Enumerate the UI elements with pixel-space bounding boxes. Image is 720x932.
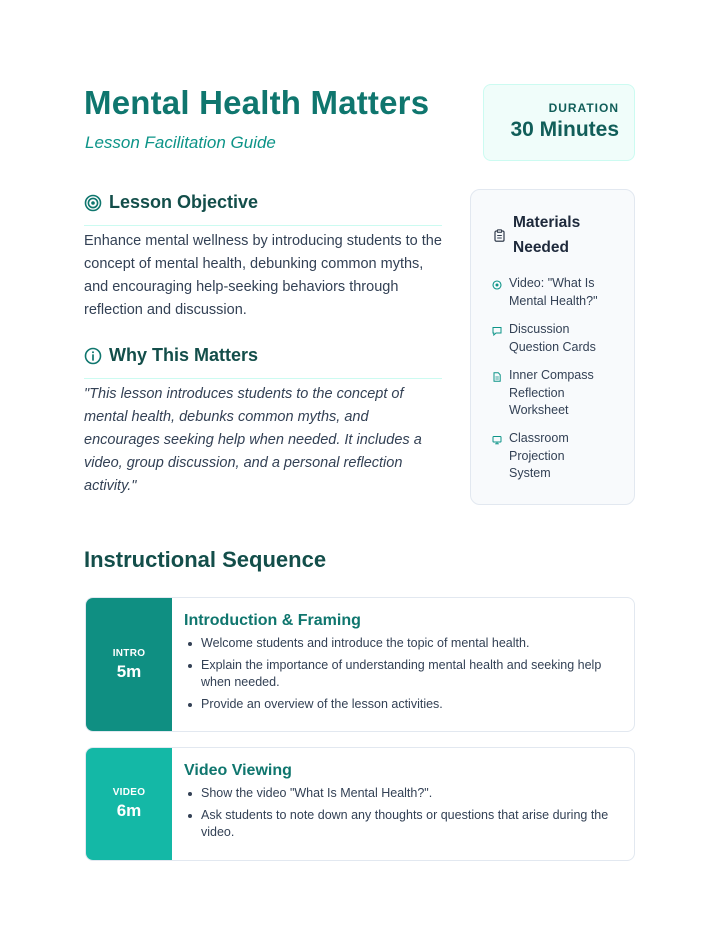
step-tag: INTRO bbox=[112, 647, 146, 659]
step-time-block bbox=[86, 748, 172, 860]
step-card-intro bbox=[85, 597, 635, 732]
info-icon bbox=[84, 347, 102, 365]
material-item-label: Classroom Projection System bbox=[509, 431, 569, 480]
duration-value: 30 Minutes bbox=[510, 118, 619, 141]
objective-text: Enhance mental wellness by introducing students to the concept of mental health, debunking common myths, and encouraging help-seeking behaviors through reflection and discussion. bbox=[84, 233, 442, 318]
material-item bbox=[492, 367, 609, 420]
step-tag: VIDEO bbox=[112, 787, 146, 798]
step-bullet-list bbox=[184, 635, 620, 713]
materials-card bbox=[470, 189, 635, 505]
monitor-icon bbox=[492, 435, 502, 445]
step-title: Introduction & Framing bbox=[184, 612, 361, 629]
step-card-video bbox=[85, 747, 635, 861]
target-icon bbox=[84, 194, 102, 212]
step-bullet-list bbox=[184, 785, 620, 842]
document-icon bbox=[492, 372, 502, 382]
step-time-block bbox=[86, 598, 172, 731]
objective-heading-label: Lesson Objective bbox=[109, 192, 259, 212]
sequence-heading: Instructional Sequence bbox=[84, 547, 327, 572]
material-item bbox=[492, 275, 619, 310]
objective-heading bbox=[84, 192, 442, 226]
why-heading-label: Why This Matters bbox=[109, 345, 259, 365]
material-item bbox=[492, 430, 589, 483]
duration-box bbox=[483, 84, 635, 161]
step-bullet: Ask students to note down any thoughts or questions that arise during the video. bbox=[184, 807, 620, 842]
step-content bbox=[184, 612, 620, 717]
step-title: Video Viewing bbox=[184, 762, 292, 779]
step-bullet: Show the video "What Is Mental Health?". bbox=[184, 785, 620, 803]
clipboard-icon bbox=[493, 229, 506, 242]
why-quote: "This lesson introduces students to the concept of mental health, debunks common myths, and encourages seeking help when needed. It includes a video, group discussion, and a personal reflection activity." bbox=[84, 386, 422, 494]
material-item-label: Inner Compass Reflection Worksheet bbox=[509, 368, 594, 417]
material-item-label: Video: "What Is Mental Health?" bbox=[509, 276, 598, 308]
step-minutes: 6m bbox=[116, 801, 142, 820]
why-heading bbox=[84, 345, 442, 379]
step-minutes: 5m bbox=[116, 661, 142, 681]
step-content bbox=[184, 762, 620, 846]
page-title: Mental Health Matters bbox=[84, 84, 430, 121]
step-bullet: Provide an overview of the lesson activities. bbox=[184, 696, 620, 714]
duration-label: DURATION bbox=[548, 101, 619, 115]
materials-heading-label: Materials Needed bbox=[513, 214, 581, 256]
chat-icon bbox=[492, 326, 502, 336]
step-bullet: Explain the importance of understanding mental health and seeking help when needed. bbox=[184, 657, 620, 692]
page-subtitle: Lesson Facilitation Guide bbox=[85, 133, 276, 152]
step-bullet: Welcome students and introduce the topic of mental health. bbox=[184, 635, 620, 653]
materials-heading bbox=[493, 210, 603, 260]
material-item-label: Discussion Question Cards bbox=[509, 322, 596, 354]
video-icon bbox=[492, 280, 502, 290]
material-item bbox=[492, 321, 609, 356]
